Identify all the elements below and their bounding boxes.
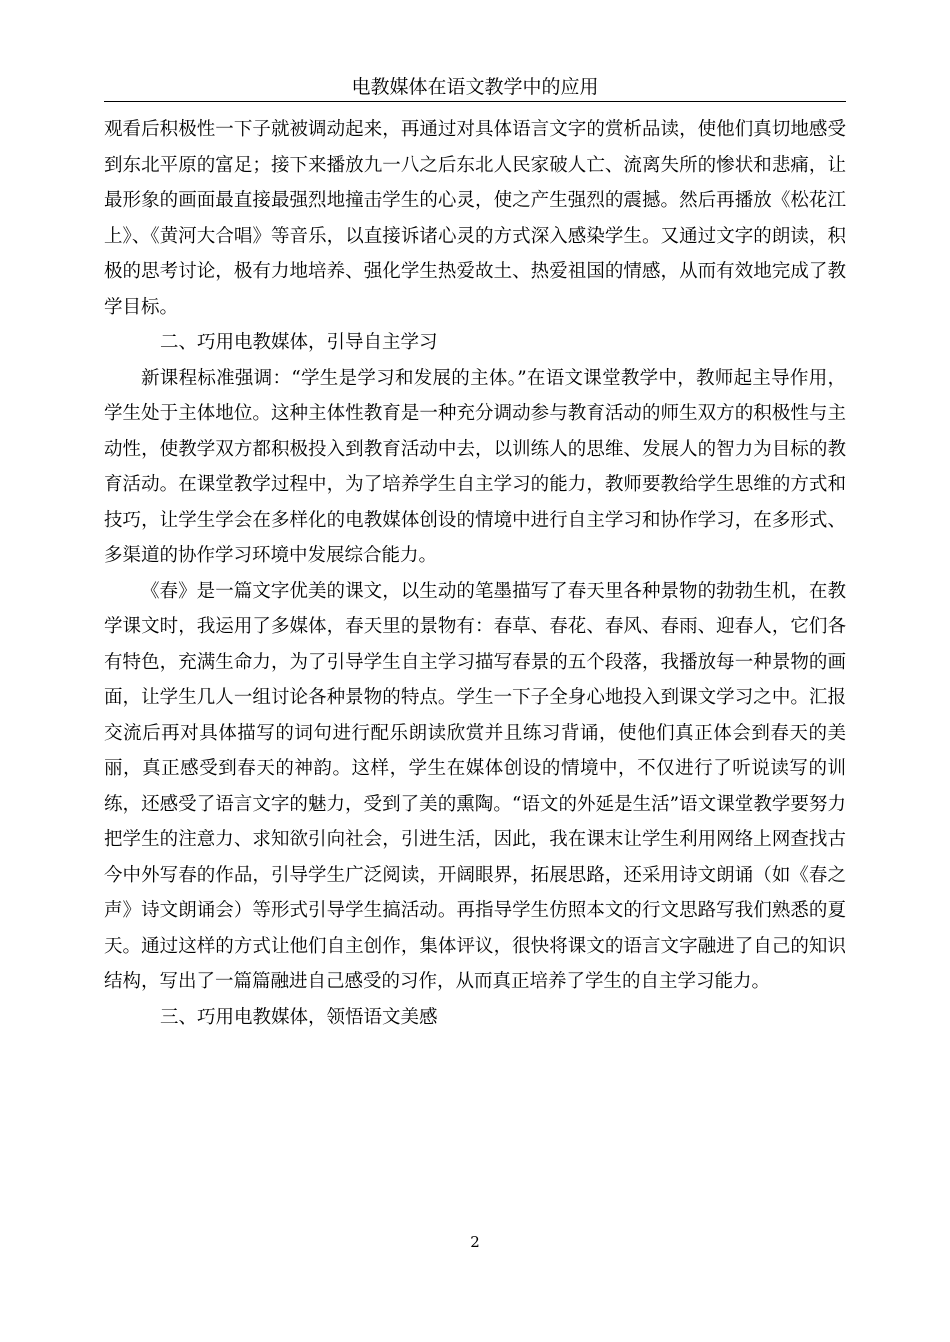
paragraph-curriculum-standard: 新课程标准强调：“学生是学习和发展的主体。”在语文课堂教学中，教师起主导作用，学生处于主体地位。这种主体性教育是一种充分调动参与教育活动的师生双方的积极性与主动性，使教学双方都积极投入到教育活动中去，以训练人的思维、发展人的智力为目标的教育活动。在课堂教学过程中，为了培养学生自主学习的能力，教师要教给学生思维的方式和技巧，让学生学会在多样化的电教媒体创设的情境中进行自主学习和协作学习，在多形式、多渠道的协作学习环境中发展综合能力。: [104, 367, 846, 566]
paragraph-continuation: 观看后积极性一下子就被调动起来，再通过对具体语言文字的赏析品读，使他们真切地感受到东北平原的富足；接下来播放九一八之后东北人民家破人亡、流离失所的惨状和悲痛，让最形象的画面最直接最强烈地撞击学生的心灵，使之产生强烈的震撼。然后再播放《松花江上》、《黄河大合唱》等音乐，以直接诉诸心灵的方式深入感染学生。又通过文字的朗读，积极的思考讨论，极有力地培养、强化学生热爱故土、热爱祖国的情感，从而有效地完成了教学目标。: [104, 119, 846, 318]
document-body: [104, 112, 846, 1035]
page-number: [0, 1232, 950, 1252]
section-heading-3: 三、巧用电教媒体，领悟语文美感: [160, 1006, 438, 1028]
paragraph-spring-lesson: 《春》是一篇文字优美的课文，以生动的笔墨描写了春天里各种景物的勃勃生机，在教学课文时，我运用了多媒体，春天里的景物有：春草、春花、春风、春雨、迎春人，它们各有特色，充满生命力，为了引导学生自主学习描写春景的五个段落，我播放每一种景物的画面，让学生几人一组讨论各种景物的特点。学生一下子全身心地投入到课文学习之中。汇报交流后再对具体描写的词句进行配乐朗读欣赏并且练习背诵，使他们真正体会到春天的美丽，真正感受到春天的神韵。这样，学生在媒体创设的情境中，不仅进行了听说读写的训练，还感受了语言文字的魅力，受到了美的熏陶。“语文的外延是生活”语文课堂教学要努力把学生的注意力、求知欲引向社会，引进生活，因此，我在课末让学生利用网络上网查找古今中外写春的作品，引导学生广泛阅读，开阔眼界，拓展思路，还采用诗文朗诵（如《春之声》诗文朗诵会）等形式引导学生搞活动。再指导学生仿照本文的行文思路写我们熟悉的夏天。通过这样的方式让他们自主创作，集体评议，很快将课文的语言文字融进了自己的知识结构，写出了一篇篇融进自己感受的习作，从而真正培养了学生的自主学习能力。: [104, 580, 846, 992]
header-title: 电教媒体在语文教学中的应用: [351, 76, 599, 98]
page-header: [104, 76, 846, 102]
section-heading-2: 二、巧用电教媒体，引导自主学习: [160, 332, 438, 353]
page-number-text: 2: [470, 1233, 480, 1251]
